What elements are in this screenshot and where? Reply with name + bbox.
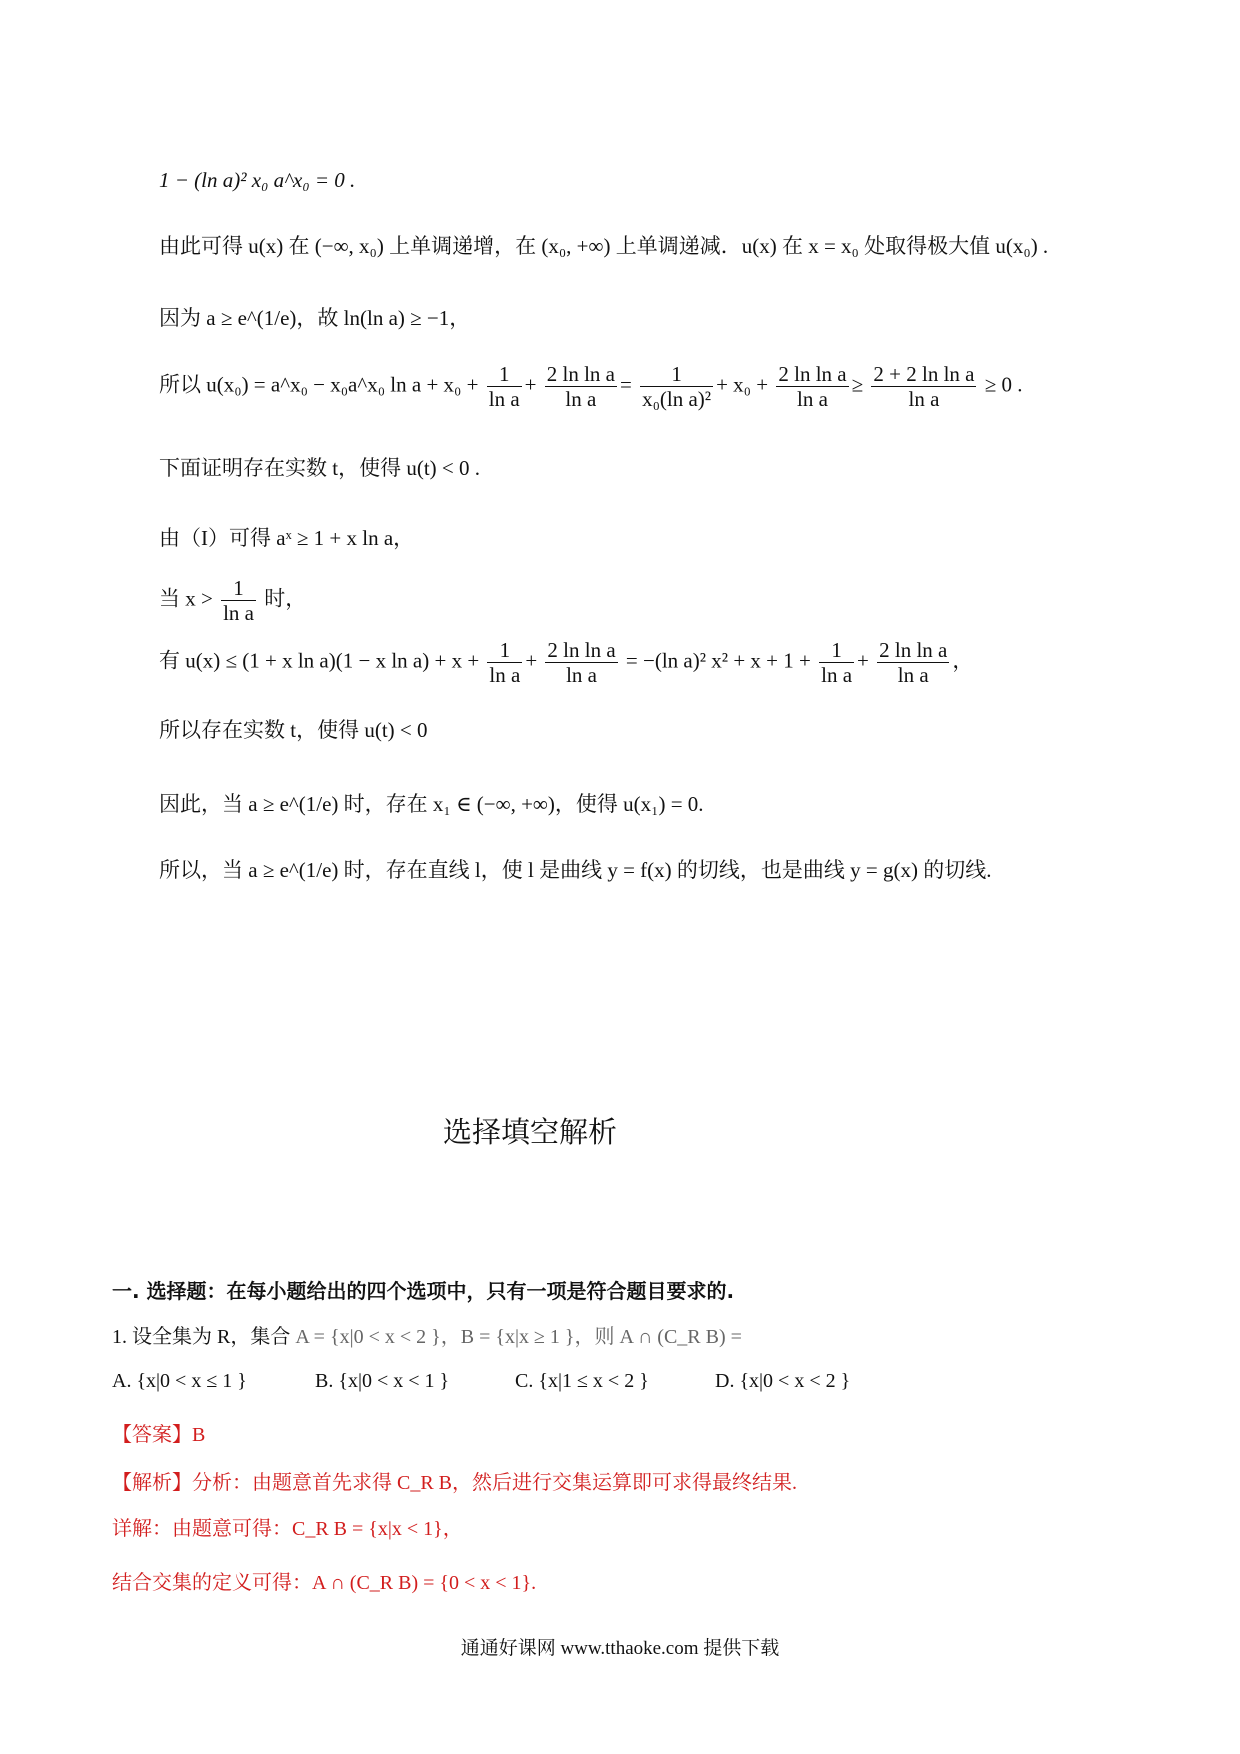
conclusion-line: 结合交集的定义可得：A ∩ (C_R B) = {0 < x < 1}.	[112, 1572, 537, 1594]
ge-zero: ≥ 0 .	[984, 372, 1023, 397]
fraction-1-over-x0lna2: $\frac{1}{\text{x₀(ln a)²}}$	[642, 362, 712, 412]
fraction-1-over-lna-c: $\frac{1}{\text{ln a}}$	[223, 576, 254, 626]
option-a: A. {x|0 < x ≤ 1 }	[112, 1370, 247, 1392]
analysis-line: 【解析】分析：由题意首先求得 C_R B，然后进行交集运算即可求得最终结果.	[112, 1472, 798, 1494]
proof-line-have: 有 u(x) ≤ (1 + x ln a)(1 − x ln a) + x + $\frac{1}{\text{ln a}}$ + $\frac{\text{2 ln ln a}}{\text{ln a}}$ = −(ln a)² x² + x + 1 + $\frac{1}{\text{ln a}}$ + $\frac{\text{2 ln ln a}}{\text{ln a}}$ ，	[159, 638, 974, 688]
proof-line-3: 因为 a ≥ e^(1/e)，故 ln(ln a) ≥ −1，	[159, 306, 471, 330]
u-x0-prefix: 所以 u(x₀) = a^x₀ − x₀a^x₀ ln a + x₀ +	[159, 372, 479, 397]
page-section-title: 选择填空解析	[442, 1115, 617, 1149]
proof-line-when	[159, 576, 306, 625]
option-d: D. {x|0 < x < 2 }	[715, 1370, 851, 1392]
fraction-1-over-lna-d: $\frac{1}{\text{ln a}}$	[489, 638, 521, 688]
fraction-1-over-lna: $\frac{1}{\text{ln a}}$	[488, 362, 520, 412]
question-1-stem	[112, 1320, 742, 1349]
when-prefix: 当 x >	[159, 586, 213, 611]
proof-line-5: 由（I）可得 aˣ ≥ 1 + x ln a，	[159, 526, 415, 550]
have-prefix: 有 u(x) ≤ (1 + x ln a)(1 − x ln a) + x +	[159, 648, 480, 673]
proof-line-1: 1 − (ln a)² x₀ a^x₀ = 0 .	[159, 168, 356, 192]
choice-section-heading: 一. 选择题：在每小题给出的四个选项中，只有一项是符合题目要求的.	[112, 1279, 735, 1303]
proof-line-8: 所以，当 a ≥ e^(1/e) 时，存在直线 l，使 l 是曲线 y = f(x) 的切线，也是曲线 y = g(x) 的切线.	[159, 858, 992, 882]
detail-line: 详解：由题意可得：C_R B = {x|x < 1}，	[112, 1518, 463, 1540]
fraction-2lnlna-over-lna-b: $\frac{\text{2 ln ln a}}{\text{ln a}}$	[778, 362, 847, 412]
fraction-2lnlna-over-lna: $\frac{\text{2 ln ln a}}{\text{ln a}}$	[546, 362, 615, 412]
fraction-1-over-lna-e: $\frac{1}{\text{ln a}}$	[821, 638, 853, 688]
proof-line-u-x0: 所以 u(x₀) = a^x₀ − x₀a^x₀ ln a + x₀ + $\frac{1}{\text{ln a}}$ + $\frac{\text{2 ln ln a}}{\text{ln a}}$ = $\frac{1}{\text{x₀(ln a)²}}$ + x₀ + $\frac{\text{2 ln ln a}}{\text{ln a}}$ ≥ $\frac{\text{2 + 2 ln ln a}}{\text{ln a}}$ ≥ 0 .	[159, 362, 1023, 412]
proof-line-7: 因此，当 a ≥ e^(1/e) 时，存在 x₁ ∈ (−∞, +∞)，使得 u(x₁) = 0.	[159, 792, 704, 816]
option-b: B. {x|0 < x < 1 }	[315, 1370, 450, 1392]
option-c: C. {x|1 ≤ x < 2 }	[515, 1370, 649, 1392]
question-sets: A = {x|0 < x < 2 }，B = {x|x ≥ 1 }，则 A ∩ (C_R B) =	[295, 1326, 742, 1348]
page-footer: 通通好课网 www.tthaoke.com 提供下载	[460, 1638, 780, 1659]
fraction-2lnlna-over-lna-e: $\frac{\text{2 ln ln a}}{\text{ln a}}$	[879, 638, 948, 688]
answer-line: 【答案】B	[112, 1424, 206, 1446]
fraction-2lnlna-over-lna-d: $\frac{\text{2 ln ln a}}{\text{ln a}}$	[547, 638, 616, 688]
have-mid: = −(ln a)² x² + x + 1 +	[625, 648, 811, 673]
proof-line-4: 下面证明存在实数 t，使得 u(t) < 0 .	[159, 456, 480, 480]
fraction-2plus-over-lna: $\frac{\text{2 + 2 ln ln a}}{\text{ln a}}$	[873, 362, 975, 412]
question-stem: 1. 设全集为 R，集合	[112, 1326, 291, 1348]
proof-line-6: 所以存在实数 t，使得 u(t) < 0	[159, 718, 428, 742]
when-suffix: 时，	[264, 586, 307, 611]
proof-line-2: 由此可得 u(x) 在 (−∞, x₀) 上单调递增，在 (x₀, +∞) 上单调递减．u(x) 在 x = x₀ 处取得极大值 u(x₀) .	[159, 234, 1049, 258]
